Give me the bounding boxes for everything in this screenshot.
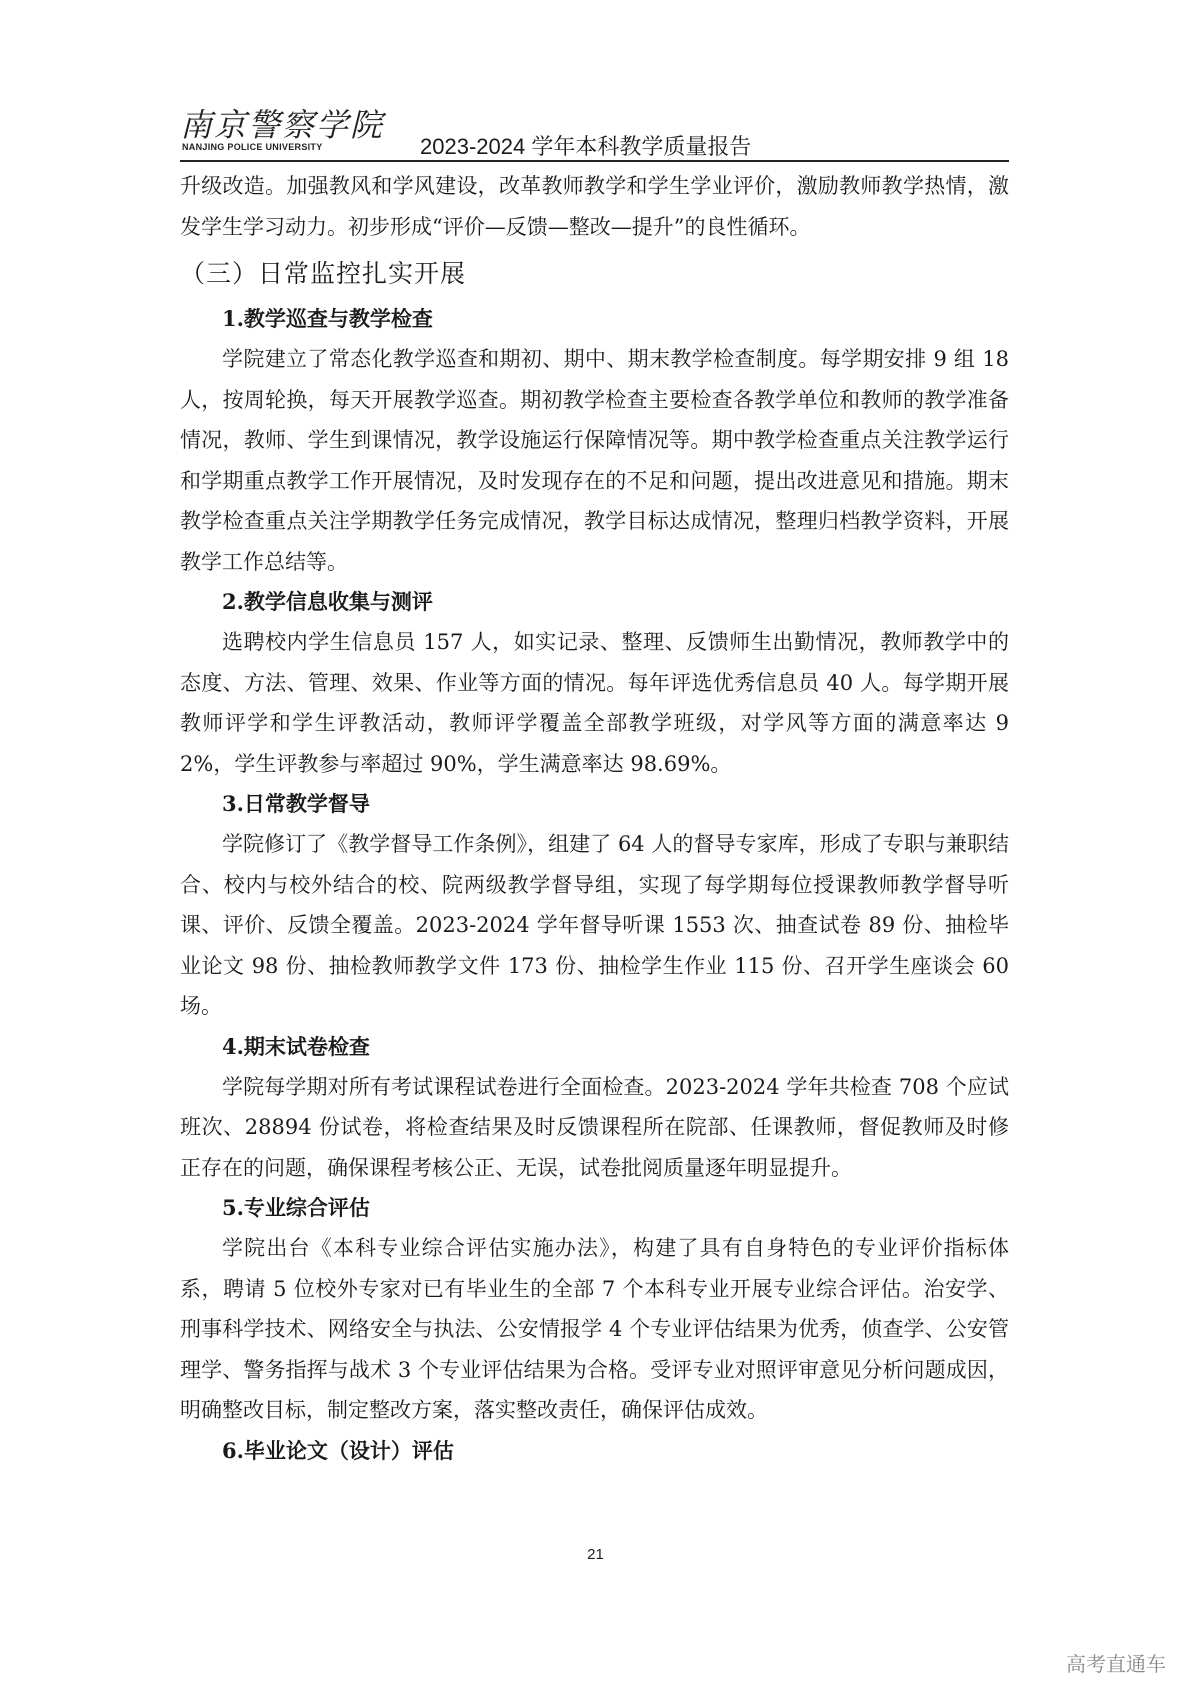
item-paragraph: 学院修订了《教学督导工作条例》，组建了 64 人的督导专家库，形成了专职与兼职结合、校内与校外结合的校、院两级教学督导组，实现了每学期每位授课教师教学督导听课、评价、反馈全覆盖。2023-2024 学年督导听课 1553 次、抽查试卷 89 份、抽检毕业论文 98 份、抽检教师教学文件 173 份、抽检学生作业 115 份、召开学生座谈会 60 场。	[180, 832, 1009, 1018]
logo-english-text: NANJING POLICE UNIVERSITY	[182, 142, 323, 152]
page-body	[180, 166, 1009, 1471]
item-heading: 3.日常教学督导	[222, 791, 370, 816]
watermark-text: 高考直通车	[1066, 1652, 1166, 1676]
item-heading: 5.专业综合评估	[222, 1195, 370, 1220]
item-paragraph: 选聘校内学生信息员 157 人，如实记录、整理、反馈师生出勤情况，教师教学中的态度、方法、管理、效果、作业等方面的情况。每年评选优秀信息员 40 人。每学期开展教师评学和学生评教活动，教师评学覆盖全部教学班级，对学风等方面的满意率达 92%，学生评教参与率超过 90%，学生满意率达 98.69%。	[180, 630, 1009, 776]
intro-paragraph: 升级改造。加强教风和学风建设，改革教师教学和学生学业评价，激励教师教学热情，激发学生学习动力。初步形成“评价—反馈—整改—提升”的良性循环。	[180, 174, 1009, 239]
item-paragraph: 学院出台《本科专业综合评估实施办法》，构建了具有自身特色的专业评价指标体系，聘请 5 位校外专家对已有毕业生的全部 7 个本科专业开展专业综合评估。治安学、刑事科学技术、网络安全与执法、公安情报学 4 个专业评估结果为优秀，侦查学、公安管理学、警务指挥与战术 3 个专业评估结果为合格。受评专业对照评审意见分析问题成因，明确整改目标，制定整改方案，落实整改责任，确保评估成效。	[180, 1236, 1009, 1422]
report-title: 2023-2024 学年本科教学质量报告	[420, 134, 752, 159]
page-number: 21	[587, 1546, 604, 1563]
item-heading: 6.毕业论文（设计）评估	[222, 1437, 454, 1463]
logo-chinese-text: 南京警察学院	[180, 106, 385, 144]
university-logo	[180, 106, 385, 154]
header-divider	[180, 160, 1009, 162]
item-heading: 4.期末试卷检查	[222, 1033, 370, 1059]
item-heading: 2.教学信息收集与测评	[222, 589, 433, 614]
item-heading: 1.教学巡查与教学检查	[222, 306, 433, 331]
item-paragraph: 学院每学期对所有考试课程试卷进行全面检查。2023-2024 学年共检查 708 个应试班次、28894 份试卷，将检查结果及时反馈课程所在院部、任课教师，督促教师及时修正存在的问题，确保课程考核公正、无误，试卷批阅质量逐年明显提升。	[180, 1074, 1009, 1180]
section-title: （三）日常监控扎实开展	[180, 259, 467, 288]
item-paragraph: 学院建立了常态化教学巡查和期初、期中、期末教学检查制度。每学期安排 9 组 18 人，按周轮换，每天开展教学巡查。期初教学检查主要检查各教学单位和教师的教学准备情况，教师、学生到课情况，教学设施运行保障情况等。期中教学检查重点关注教学运行和学期重点教学工作开展情况，及时发现存在的不足和问题，提出改进意见和措施。期末教学检查重点关注学期教学任务完成情况，教学目标达成情况，整理归档教学资料，开展教学工作总结等。	[180, 347, 1009, 574]
